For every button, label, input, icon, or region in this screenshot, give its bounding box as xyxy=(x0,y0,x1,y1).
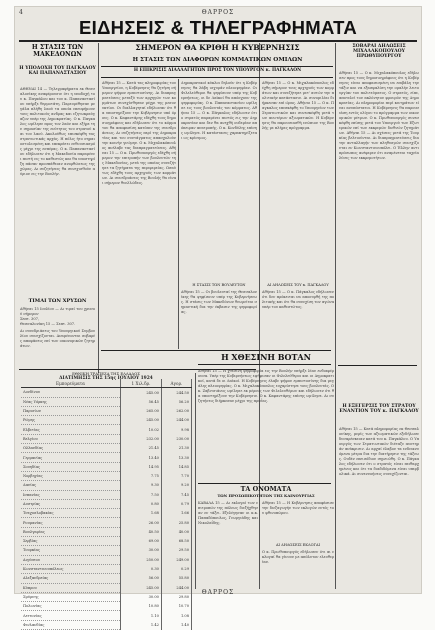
exchange-row-value: 40.00 xyxy=(161,527,191,536)
exchange-row-value: 29.50 xyxy=(161,546,191,555)
exchange-row-value: 250.00 xyxy=(121,555,162,564)
exchange-row xyxy=(21,537,192,546)
exchange-row-value: 1.42 xyxy=(121,620,162,629)
exchange-row-value: 30.00 xyxy=(121,546,162,555)
exchange-row-value: 10.02 xyxy=(121,425,162,434)
left-article-body: ΑΘΗΝΑΙ 14 — Τηλεγραφήματα εκ Θεσσαλονίκης αναφέρουσιν ότι η υποδοχή του κ. Παγκάλου και του κ. Παπαναστασίου υπήρξε θερμοτάτη. Παρευρέθησαν μεγάλα πλήθη λαού τα οποία επευφήμουν τους πολιτικούς ανδρας και εζητωκραύγαζον υπέρ της Δημοκρατίας. Ο κ. Παγκαλος ωμίλησε προς τον λαόν και εξήρε την σημασίαν της ενότητος του στρατού και του λαού. Ακολούθως επισκέφθη τας στρατιωτικάς αρχάς. Η πόλις ήτο σημαιοστολισμένη και επεκράτει ενθουσιασμός μέχρι της εσπέρας. Ο κ. Παπαναστασίου εδήλωσεν ότι η Μακεδονία παραμένει πιστή εις το καθεστώς και θα υποστηρίξη πάσαν προσπάθειαν ανορθώσεως της χώρας. Αι συζητήσεις θα συνεχισθούν αύριον εις την Βουλήν. xyxy=(20,87,95,176)
page-number: 4 xyxy=(19,9,23,16)
exchange-row xyxy=(21,406,192,415)
section-rule xyxy=(101,350,331,351)
exchange-row xyxy=(21,425,192,434)
exchange-title: ΕΘΝΙΚΗ ΤΡΑΠΕΖΑ ΤΗΣ ΕΛΛΑΔΟΣ xyxy=(72,371,140,376)
exchange-row-value: 13.40 xyxy=(121,453,162,462)
exchange-header: 1 Χιλ.δρ. xyxy=(121,379,162,388)
mid-right-article-tail: Αθήναι 15 — Ο κ. Πάγκαλος εδήλωσεν ότι δεν πρόκειται να αποσυρθή της πολιτικής και ότι θα συνεχίση τον αγώνα υπέρ του καθεστώτος. xyxy=(262,290,334,309)
names-article: ΚΑΒΑΛΑ 15 — Αι εκλογαί των επιτροπών της πόλεως διεξήχθησαν εν τάξει. Εξελέγησαν οι κ.κ. Παπαδόπουλος, Γεωργιάδης και Νικολαΐδης. xyxy=(198,501,258,525)
exchange-row xyxy=(21,490,192,499)
exchange-row-label: Κύπρου xyxy=(21,583,121,592)
exchange-row-value: 26.00 xyxy=(121,518,162,527)
column-divider xyxy=(259,43,260,589)
exchange-row-label: Λονδίνου xyxy=(21,388,121,397)
exchange-row xyxy=(21,388,192,397)
names-headline: ΤΑ ΟΝΟΜΑΤΑ xyxy=(240,485,292,493)
column-divider xyxy=(195,373,196,589)
exchange-row-value: 7.70 xyxy=(161,471,191,480)
exchange-row-value: 9.30 xyxy=(121,481,162,490)
exchange-row xyxy=(21,518,192,527)
exchange-row xyxy=(21,397,192,406)
exchange-row-label: Σερβίας xyxy=(21,537,121,546)
right-article-2: Αθήναι 15 — Κατά πληροφορίας εκ Θεσσαλονίκης, μερίς των αξιωματικών εξεδήλωσε δυσαρέσκειαν κατά του κ. Παγκάλου. Ο Υπουργός των Στρατιωτικών διέταξε αυστηράν ανάκρισιν. Αι αρχαί έλαβον τα ενδεικνυόμενα μέτρα δια την διατήρησιν της τάξεως. Ουδέν επεισόδιον σημειώθη. Ο κ. Πάγκαλος εδήλωσεν ότι ο στρατός είναι πειθαρχημένος και ότι τα διαδιδόμενα είναι υπερβολικά. Αι συνεννοήσεις συνεχίζονται. xyxy=(339,427,419,476)
exchange-row-value: 14.95 xyxy=(121,462,162,471)
column-divider xyxy=(98,43,99,373)
exchange-row-value: 25.80 xyxy=(161,518,191,527)
left-headline: Η ΣΤΑΣΙΣ ΤΩΝ ΜΑΚΕΔΟΝΩΝ xyxy=(31,44,84,58)
section-rule xyxy=(198,483,331,484)
small-title-2: ΑΙ ΔΗΛΩΣΕΙΣ ΤΟΥ κ. ΠΑΓΚΑΛΟΥ xyxy=(267,283,329,287)
exchange-row-value: 56.20 xyxy=(161,397,191,406)
mid-bottom-article-2: Ο κ. Πρωθυπουργός εδήλωσεν ότι αι εκλογαί θα γίνουν με απόλυτον ελευθερίαν. xyxy=(262,550,334,564)
voting-headline: Η ΧΘΕΣΙΝΗ ΒΟΤΑΝ xyxy=(221,352,311,362)
exchange-row-label: Σμύρνης xyxy=(21,592,121,601)
names-sub: ΤΩΝ ΠΡΟΣΩΠΙΚΟΤΗΤΩΝ ΤΗΣ ΚΑΙΝΟΥΡΓΙΑΣ xyxy=(217,493,315,498)
gold-prices-line-2: Σεπτ. 307, xyxy=(20,317,40,321)
mid-right-article: Αθήναι 15 — Ο κ. Μιχαλακόπουλος εδέχθη σήμερον τους αρχηγούς των κομμάτων και συνεζήτησε μετ' αυτών την πολιτικήν κατάστασιν. Αι συνομιλίαι διήρκεσαν επί ώρας. Αθήναι 15 — Ο κ. Παγκαλος επεσκέφθη το Υπουργείον των Στρατιωτικών και συνεσκέφθη μετά των ανωτέρων αξιωματικών. Η Κυβέρνησις θα παρουσιασθή ενώπιον της Βουλής με πλήρες πρόγραμμα. xyxy=(262,81,334,130)
exchange-row-value: 265.00 xyxy=(121,406,162,415)
exchange-row-value: 244.50 xyxy=(161,388,191,397)
exchange-row-value: 14.85 xyxy=(161,462,191,471)
exchange-row-value: 0.79 xyxy=(161,499,191,508)
center-banner: ΣΗΜΕΡΟΝ ΘΑ ΚΡΙΘΗ Η ΚΥΒΕΡΝΗΣΙΣ xyxy=(135,43,300,52)
exchange-row xyxy=(21,462,192,471)
exchange-row-label: Αιγύπτου xyxy=(21,555,121,564)
exchange-row-value: 230.00 xyxy=(161,434,191,443)
exchange-row-label: Αλεξανδρείας xyxy=(21,574,121,583)
exchange-row-label: Κωνσταντινουπόλεως xyxy=(21,564,121,573)
section-rule xyxy=(338,365,417,366)
exchange-row-value: 21.45 xyxy=(121,444,162,453)
section-rule xyxy=(198,364,331,365)
masthead-title: ΕΙΔΗΣΕΙΣ & ΤΗΛΕΓΡΑΦΗΜΑΤΑ xyxy=(78,17,357,38)
exchange-subtitle: ΔΙΑΤΙΜΗΣΙΣ ΤΗΣ 15ης ΙΟΥΛΙΟΥ 1924 xyxy=(59,376,153,381)
exchange-row-value: 13.30 xyxy=(161,453,191,462)
small-title: Η ΣΤΑΣΙΣ ΤΩΝ ΒΟΥΛΕΥΤΩΝ xyxy=(192,283,246,287)
exchange-row-value: 10.80 xyxy=(121,602,162,611)
exchange-row-value: 245.00 xyxy=(121,416,162,425)
voting-article: Αθήναι 15 — Η χθεσινή ψηφοφορία εις την Βουλήν υπήρξε λίαν ενδιαφέρουσα. Υπέρ της Κυβερνήσεως εψήφισαν οι Φιλελεύθεροι και οι Δημοκρατικοί, κατά δε οι Λαϊκοί. Η Κυβέρνησις έλαβε ψήφον εμπιστοσύνης δια μεγάλης πλειοψηφίας. Ο κ. Μιχαλακόπουλος ευχαρίστησε τους βουλευτάς. Ο κ. Ζαβιτσιάνος ωμίλησε εκ μέρους των Φιλελευθέρων και εδήλωσεν ότι θα υποστηρίξουν την Κυβέρνησιν. Ο κ. Καφαντάρης επίσης ωμίλησε. Αι συζητήσεις διήρκεσαν μέχρι της πρωΐας. xyxy=(198,369,334,403)
center-rule xyxy=(101,66,333,67)
exchange-row xyxy=(21,527,192,536)
gold-prices-line-3: Θεσσαλονίκη 15 — Σεπτ. 307. xyxy=(20,322,76,326)
exchange-row-value: 249.00 xyxy=(161,555,191,564)
exchange-row xyxy=(21,471,192,480)
exchange-row-label: Ρουμανίας xyxy=(21,518,121,527)
exchange-row-value: 1.10 xyxy=(121,611,162,620)
center-rule xyxy=(101,77,333,78)
exchange-row-label: Αυστρίας xyxy=(21,499,121,508)
masthead-rule xyxy=(19,40,417,42)
gold-prices-title: ΤΙΜΑΙ ΤΩΝ ΧΡΥΣΩΝ xyxy=(28,298,87,304)
exchange-row-value: 9.98 xyxy=(161,425,191,434)
exchange-row-value: 0.80 xyxy=(121,499,162,508)
gold-prices-line-1: Αθήναι 15 Ιουλίου — Αι τιμαί του χρυσού σήμερον xyxy=(20,307,95,316)
page-footer: ΘΑΡΡΟΣ xyxy=(201,589,235,596)
left-article-tail: Αι συνεδριάσεις του Υπουργικού Συμβουλίου συνεχίζονται. Αναμένονται σοβαρές αποφάσεις επί των οικονομικών ζητημάτων. xyxy=(20,329,95,348)
exchange-row xyxy=(21,555,192,564)
exchange-row-label: Σουηδίας xyxy=(21,462,121,471)
exchange-row xyxy=(21,453,192,462)
center-article-right: Δημοκρατικοί κύκλοι δηλούν ότι η Κυβέρνησις θα λάβη ισχυράν πλειοψηφίαν. Οι Φιλελεύθεροι θα ψηφίσουν υπέρ της Κυβερνήσεως, οι δε Λαϊκοί θα απόσχουν της ψηφοφορίας. Ο κ. Παπαναστασίου ωμίλησε εις τους βουλευτάς του κόμματος. Αθήναι 15 — Ο κ. Πάγκαλος εδήλωσεν ότι ο στρατός παραμένει πιστός εις την Δημοκρατίαν και δεν θα ανεχθή ουδεμίαν απόπειραν ανατροπής. Ο κ. Κονδύλης επίσης ωμίλησε. Η κατάστασις χαρακτηρίζεται ως κρίσιμος. xyxy=(181,81,257,140)
exchange-row-value: 55.80 xyxy=(161,574,191,583)
exchange-row-label: Ισπανίας xyxy=(21,490,121,499)
exchange-row xyxy=(21,481,192,490)
exchange-row-value: 7.50 xyxy=(121,490,162,499)
exchange-row-value: 1.40 xyxy=(161,620,191,629)
exchange-row-label: Βελγίου xyxy=(21,434,121,443)
exchange-row-value: 1.68 xyxy=(121,509,162,518)
exchange-row-value: 245.00 xyxy=(121,583,162,592)
exchange-row-value: 0.30 xyxy=(121,564,162,573)
small-title-3: ΑΙ ΔΗΛΩΣΕΙΣ ΕΚΛΟΓΑΙ xyxy=(275,543,321,547)
left-subhead: Η ΥΠΟΔΟΧΗ ΤΟΥ ΠΑΓΚΑΛΟΥ ΚΑΙ ΠΑΠΑΝΑΣΤΑΣΙΟΥ xyxy=(19,66,96,76)
exchange-row-value: 244.00 xyxy=(161,583,191,592)
exchange-row-value: 9.20 xyxy=(161,481,191,490)
exchange-row-value: 40.50 xyxy=(121,527,162,536)
exchange-row-label: Παρισίων xyxy=(21,406,121,415)
exchange-row-label: Τσεχοσλοβακίας xyxy=(21,509,121,518)
exchange-row-value: 68.50 xyxy=(161,537,191,546)
center-banner-sub: Η ΣΤΑΣΙΣ ΤΩΝ ΔΙΑΦΟΡΩΝ ΚΟΜΜΑΤΙΚΩΝ ΟΜΙΛΩΝ xyxy=(132,57,303,63)
exchange-row-label: Τουρκίας xyxy=(21,546,121,555)
exchange-row-label: Ρώμης xyxy=(21,416,121,425)
exchange-row xyxy=(21,574,192,583)
exchange-row xyxy=(21,509,192,518)
exchange-row-label: Ελβετίας xyxy=(21,425,121,434)
running-head: ΘΑΡΡΟΣ xyxy=(201,9,235,16)
exchange-row-label: Γερμανίας xyxy=(21,453,121,462)
exchange-row-value: 245.00 xyxy=(121,388,162,397)
exchange-row xyxy=(21,564,192,573)
exchange-row-value: 10.70 xyxy=(161,602,191,611)
exchange-row-value: 7.75 xyxy=(121,471,162,480)
exchange-row-label: Νορβηγίας xyxy=(21,471,121,480)
column-divider xyxy=(178,79,179,349)
exchange-row xyxy=(21,499,192,508)
exchange-row-value: 30.00 xyxy=(121,592,162,601)
exchange-row-label: Λεττονίας xyxy=(21,611,121,620)
exchange-row-value: 0.29 xyxy=(161,564,191,573)
exchange-row-label: Δανίας xyxy=(21,481,121,490)
exchange-row xyxy=(21,611,192,620)
exchange-row xyxy=(21,602,192,611)
column-divider xyxy=(335,43,336,589)
exchange-row-label: Ολλανδίας xyxy=(21,444,121,453)
exchange-row-value: 262.00 xyxy=(161,406,191,415)
exchange-row-label: Πολωνίας xyxy=(21,602,121,611)
exchange-header: Εμπορεύματα xyxy=(21,379,121,388)
right-article: Αθήναι 15 — Ο κ. Μιχαλακόπουλος εδήλωσεν προς τους δημοσιογράφους ότι η Κυβέρνησις είναι αποφασισμένη να επιβάλη την τάξιν και να εξασφαλίση την ομαλήν λειτουργίαν του πολιτεύματος. Ο στρατός, είπε, αποτελεί τον ακλόνητον φρουρόν της Δημοκρατίας. Αι πληροφορίαι περί κινημάτων είναι ανυπόστατοι. Η Κυβέρνησις θα παρουσιάση εντός ολίγου το πρόγραμμα των οικονομικών μέτρων. Ο κ. Πρωθυπουργός συνεσκέφθη επίσης μετά του Υπουργού των Εξωτερικών επί των εκκρεμών διεθνών ζητημάτων. Αθήναι 15 — Αι σχέσεις μετά της Τουρκίας βελτιούνται. Αι διαπραγματεύσεις δια την ανταλλαγήν των πληθυσμών συνεχίζονται εν Κωνσταντινουπόλει. Ο Έλλην αντιπρόσωπος ανέφερεν ότι αναμένεται ταχεία λύσις των εκκρεμοτήτων. xyxy=(339,71,419,160)
exchange-row xyxy=(21,416,192,425)
exchange-row-value: 56.00 xyxy=(121,574,162,583)
exchange-row-label: Βουλγαρίας xyxy=(21,527,121,536)
exchange-row xyxy=(21,434,192,443)
mid-bottom-article: Αθήναι 15 — Η Κυβέρνησις αποφάσισε την διεξαγωγήν των εκλογών εντός του φθινοπώρου. xyxy=(262,501,334,515)
exchange-row-value: 232.00 xyxy=(121,434,162,443)
exchange-row xyxy=(21,546,192,555)
center-article-right-tail: Αθήναι 15 — Οι βουλευταί της Θεσσαλονίκης θα ψηφίσουν υπέρ της Κυβερνήσεως. Η στάσις των Μακεδόνων θεωρείται σημαντική δια την έκβασιν της ψηφοφορίας. xyxy=(181,290,257,314)
center-banner-sub2: Η ΕΠΙΚΡΙΣΙΣ ΔΙΑΛΛΑΓΗΤΩΝ ΠΡΟΣ ΤΟΝ ΥΠΟΥΡΓΟΝ κ. ΠΑΓΚΑΛΟΝ xyxy=(133,68,302,73)
exchange-row-value: 56.45 xyxy=(121,397,162,406)
exchange-row xyxy=(21,620,192,629)
exchange-row-value: 69.00 xyxy=(121,537,162,546)
exchange-row-value: 29.80 xyxy=(161,592,191,601)
exchange-row-value: 244.00 xyxy=(161,416,191,425)
exchange-row xyxy=(21,444,192,453)
right-headline-2: Η ΕΞΕΓΕΡΣΙΣ ΤΟΥ ΣΤΡΑΤΟΥ ΕΝΑΝΤΙΟΝ ΤΟΥ κ. ΠΑΓΚΑΛΟΥ xyxy=(339,404,419,414)
newspaper-page xyxy=(14,6,422,627)
right-headline: ΣΟΒΑΡΑΙ ΔΗΛΩΣΕΙΣ ΜΙΧΑΛΑΚΟΠΟΥΛΟΥ ΠΡΩΘΥΠΟΥΡΓΟΥ xyxy=(352,44,406,59)
exchange-row-value: 1.08 xyxy=(161,611,191,620)
exchange-row-label: Νέας Υόρκης xyxy=(21,397,121,406)
exchange-header: Αγορ. xyxy=(161,379,191,388)
exchange-row-value: 7.45 xyxy=(161,490,191,499)
exchange-row-value: 21.30 xyxy=(161,444,191,453)
exchange-row-label: Φινλανδίας xyxy=(21,620,121,629)
exchange-row-value: 1.66 xyxy=(161,509,191,518)
center-article-left: Αθήναι 15 — Κατά τας πληροφορίας του Υπουργείου, η Κυβέρνησις θα ζητήση σήμερον ψήφον εμπιστοσύνης. Αι διαπραγματεύσεις μεταξύ των αρχηγών των κομμάτων συνεχίσθησαν μέχρι της μεσονυκτίου. Οι διαλλαγηταί εδήλωσαν ότι θα υποστηρίξουν την Κυβέρνησιν υπό όρους. Ο κ. Καφαντάρης εδέχθη τους δημοσιογράφους και εδήλωσεν ότι το κόμμα του θα αποφασίση κατόπιν της συνεδριάσεως. Αι συζητήσεις περί της Δημοκρατίας και του συντάγματος απασχολούν την κοινήν γνώμην. Ο κ. Μιχαλακόπουλος ανέλαβε τας διαπραγματεύσεις. Αθήναι 15 — Ο κ. Πρωθυπουργός εδέχθη σήμερον την επιτροπήν των βουλευτών της Μακεδονίας, μετά της οποίας συνεζήτησε τα ζητήματα της περιφερείας. Ωσαύτως εδέχθη τους αρχηγούς των κομμάτων. Αι συνεδριάσεις της Βουλής θα είναι σήμερον θυελλώδεις. xyxy=(102,81,176,185)
